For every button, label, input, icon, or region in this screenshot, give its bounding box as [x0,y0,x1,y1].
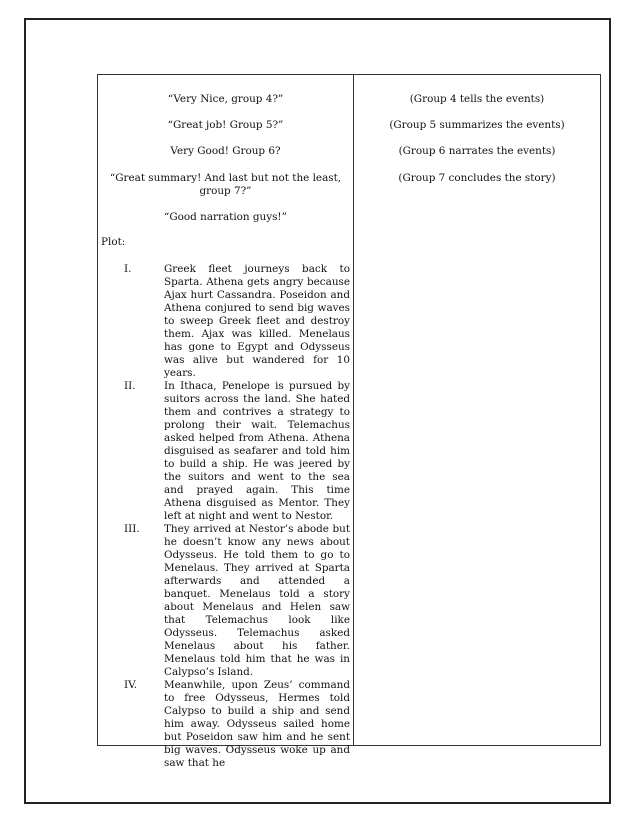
plot-item-text: They arrived at Nestor’s abode but he doesn’t know any news about Odysseus. He told them to go to Menelaus. They arrived at Sparta afterwards and attended a banquet. Menelaus told a story about Menelaus and Helen saw that Telemachus look like Odysseus. Telemachus asked Menelaus about his father. Menelaus told him that he was in Calypso’s Island. [164,523,350,678]
plot-item-text: Greek fleet journeys back to Sparta. Athena gets angry because Ajax hurt Cassandra. Poseidon and Athena conjured to send big waves to sweep Greek fleet and destroy them. Ajax was killed. Menelaus has gone to Egypt and Odysseus was alive but wandered for 10 years. [164,263,350,379]
plot-item [98,263,354,380]
plot-item [98,679,354,770]
plot-item-number: II. [124,380,136,392]
dialogue-line: group 7?” [199,185,252,197]
plot-item [98,380,354,523]
group-action-line: (Group 6 narrates the events) [398,145,556,157]
lesson-table [97,74,601,769]
plot-list [98,263,354,770]
right-column [354,75,600,745]
plot-item-text: In Ithaca, Penelope is pursued by suitors across the land. She hated them and contrives a strategy to prolong their wait. Telemachus asked helped from Athena. Athena disguised as seafarer and told him to build a ship. He was jeered by the suitors and went to the sea and prayed again. This time Athena disguised as Mentor. They left at night and went to Nestor. [164,380,350,522]
dialogue-line: Very Good! Group 6? [170,145,281,157]
group-action-line: (Group 4 tells the events) [409,93,545,105]
dialogue-line: “Great job! Group 5?” [167,119,284,131]
plot-item-number: III. [124,523,140,535]
plot-label: Plot: [101,236,126,248]
left-column [98,75,354,769]
group-action-line: (Group 5 summarizes the events) [389,119,565,131]
dialogue-line: “Good narration guys!” [164,211,287,223]
plot-item [98,523,354,679]
plot-item-number: IV. [124,679,138,691]
plot-item-text: Meanwhile, upon Zeus’ command to free Odysseus, Hermes told Calypso to build a ship and send him away. Odysseus sailed home but Poseidon saw him and he sent big waves. Odysseus woke up and saw that he [164,679,350,769]
group-action-line: (Group 7 concludes the story) [398,172,556,184]
dialogue-line: “Very Nice, group 4?” [167,93,284,105]
plot-item-number: I. [124,263,132,275]
dialogue-line: “Great summary! And last but not the least, [109,172,342,184]
